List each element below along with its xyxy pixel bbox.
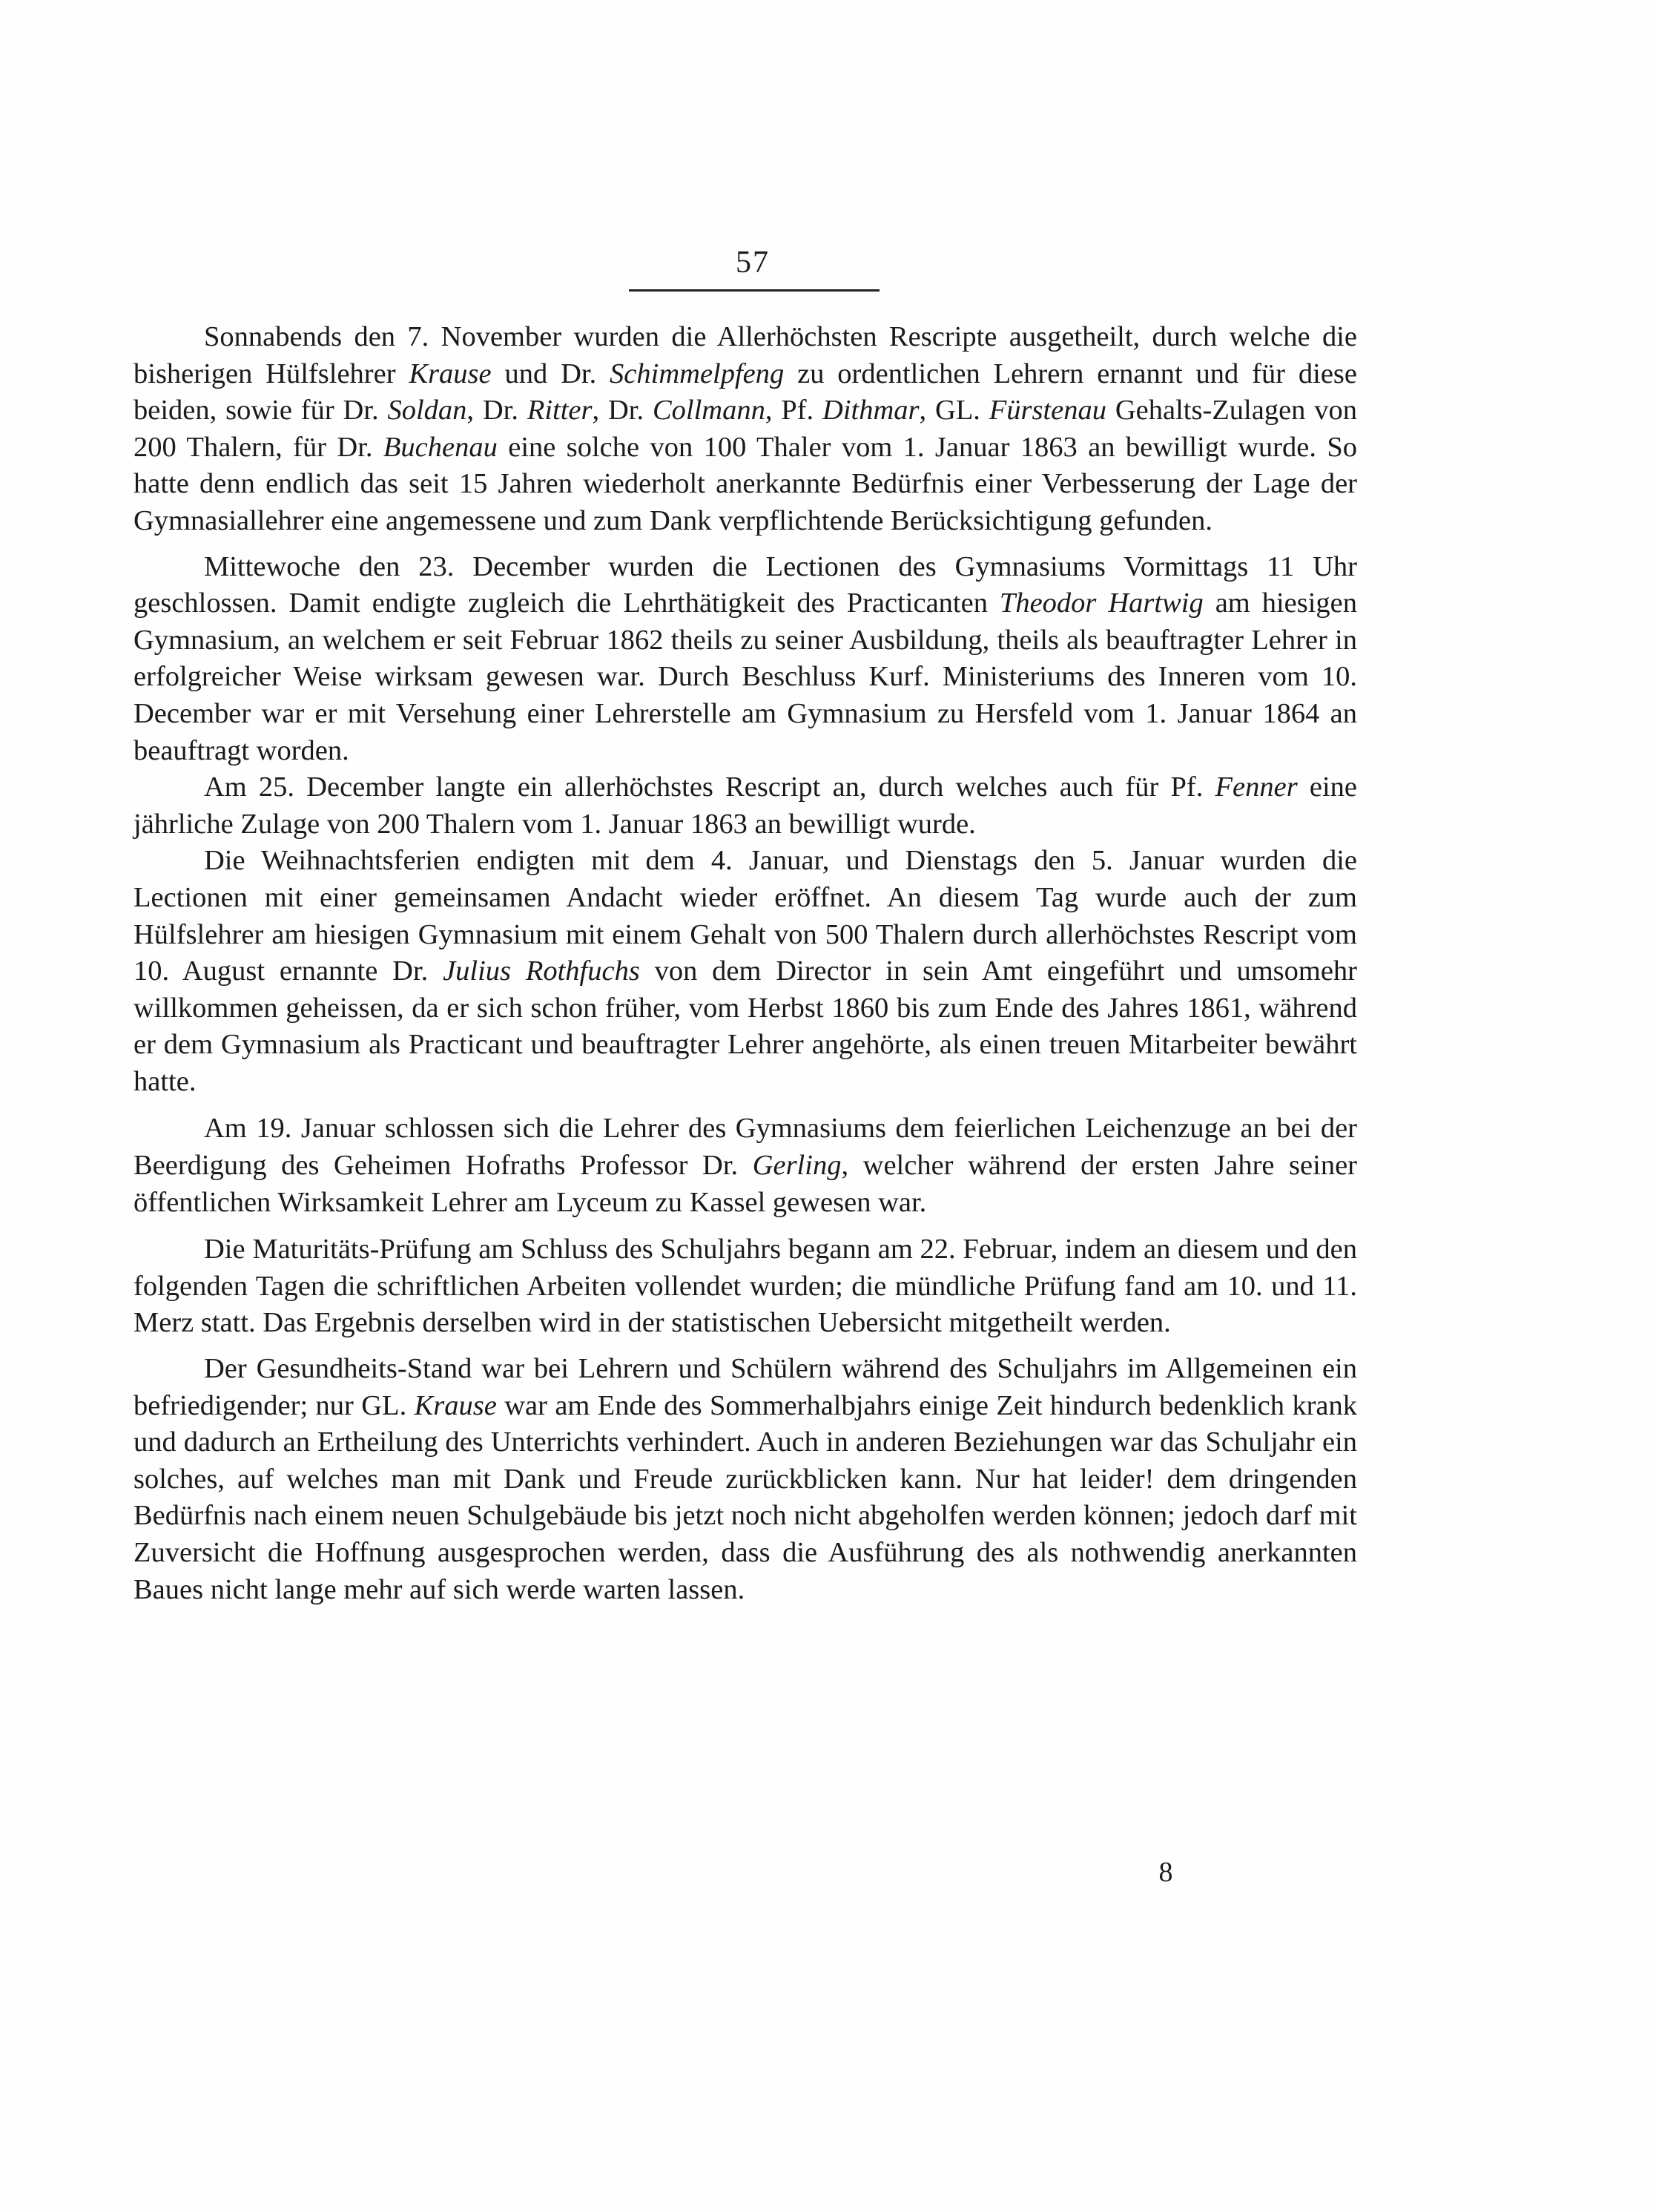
text-run: , GL.	[919, 395, 989, 427]
paragraph	[133, 1231, 1357, 1342]
text-run: Sonnabends den 7. November wurden die Allerhöchsten Rescripte ausgetheilt, durch welche die bisherigen Hülfslehrer	[133, 321, 1357, 389]
text-run: zu ordentlichen Lehrern ernannt und für diese beiden, sowie für Dr.	[133, 358, 1357, 427]
italic-name: Buchenau	[383, 431, 498, 463]
italic-name: Krause	[414, 1389, 497, 1421]
italic-name: Schimmelpfeng	[610, 358, 785, 389]
text-run: am hiesigen Gymnasium, an welchem er seit Februar 1862 theils zu seiner Ausbildung, theils als beauftragter Lehrer in erfolgreicher Weise wirksam gewesen war. Durch Beschluss Kurf. Ministeriums des Inneren vom 10. December war er mit Versehung einer Lehrerstelle am Gymnasium zu Hersfeld vom 1. Januar 1864 an beauftragt worden.	[133, 587, 1358, 766]
italic-name: Theodor Hartwig	[999, 587, 1204, 619]
italic-name: Dithmar	[822, 395, 920, 427]
paragraph	[133, 1351, 1357, 1608]
text-run: war am Ende des Sommerhalbjahrs einige Zeit hindurch bedenklich krank und dadurch an Ertheilung des Unterrichts verhindert. Auch in anderen Beziehungen war das Schuljahr ein solches, auf welches man mit Dank und Freude zurückblicken kann. Nur hat leider! dem dringenden Bedürfnis nach einem neuen Schulgebäude bis jetzt noch nicht abgeholfen werden können; jedoch darf mit Zuversicht die Hoffnung ausgesprochen werden, dass die Ausführung des als nothwendig anerkannten Baues nicht lange mehr auf sich werde warten lassen.	[133, 1389, 1358, 1605]
text-run: eine solche von 100 Thaler vom 1. Januar 1863 an bewilligt wurde. So hatte denn endlich das seit 15 Jahren wiederholt anerkannte Bedürfnis einer Verbesserung der Lage der Gymnasiallehrer eine angemessene und zum Dank verpflichtende Berücksichtigung gefunden.	[133, 431, 1357, 536]
paragraph	[133, 549, 1357, 770]
signature-mark: 8	[1158, 1857, 1173, 1888]
italic-name: Julius Rothfuchs	[443, 955, 640, 987]
paragraph	[133, 769, 1357, 843]
text-run: , Dr.	[592, 395, 653, 427]
text-run: Am 19. Januar schlossen sich die Lehrer des Gymnasiums dem feierlichen Leichenzuge an bei der Beerdigung des Geheimen Hofraths Professor Dr.	[133, 1113, 1357, 1182]
italic-name: Collmann	[652, 395, 765, 427]
page-number: 57	[736, 246, 770, 280]
italic-name: Ritter	[527, 395, 593, 427]
text-run: Die Maturitäts-Prüfung am Schluss des Schuljahrs begann am 22. Februar, indem an diesem und den folgenden Tagen die schriftlichen Arbeiten vollendet wurden; die mündliche Prüfung fand am 10. und 11. Merz statt. Das Ergebnis derselben wird in der statistischen Uebersicht mitgetheilt werden.	[133, 1234, 1357, 1339]
text-run: Die Weihnachtsferien endigten mit dem 4. Januar, und Dienstags den 5. Januar wurden die Lectionen mit einer gemeinsamen Andacht wieder eröffnet. An diesem Tag wurde auch der zum Hülfslehrer am hiesigen Gymnasium mit einem Gehalt von 500 Thalern durch allerhöchstes Rescript vom 10. August ernannte Dr.	[133, 845, 1357, 987]
text-run: , Pf.	[765, 395, 823, 427]
paragraph	[133, 843, 1357, 1100]
text-run: Am 25. December langte ein allerhöchstes Rescript an, durch welches auch für Pf.	[204, 771, 1215, 803]
text-run: Der Gesundheits-Stand war bei Lehrern und Schülern während des Schuljahrs im Allgemeinen ein befriedigender; nur GL.	[133, 1353, 1357, 1421]
body-text	[133, 319, 1357, 1608]
text-run: von dem Director in sein Amt eingeführt und umsomehr willkommen geheissen, da er sich schon früher, vom Herbst 1860 bis zum Ende des Jahres 1861, während er dem Gymnasium als Practicant und beauftragter Lehrer angehörte, als einen treuen Mitarbeiter bewährt hatte.	[133, 955, 1358, 1097]
text-run: , Dr.	[466, 395, 527, 427]
header-rule	[629, 289, 880, 292]
italic-name: Soldan	[387, 395, 467, 427]
italic-name: Fürstenau	[989, 395, 1107, 427]
italic-name: Krause	[409, 358, 492, 389]
text-run: , welcher während der ersten Jahre seiner öffentlichen Wirksamkeit Lehrer am Lyceum zu Kassel gewesen war.	[133, 1150, 1357, 1218]
text-run: eine jährliche Zulage von 200 Thalern vom 1. Januar 1863 an bewilligt wurde.	[133, 771, 1357, 840]
italic-name: Fenner	[1215, 771, 1298, 803]
paragraph	[133, 1110, 1357, 1221]
text-run: Mittewoche den 23. December wurden die Lectionen des Gymnasiums Vormittags 11 Uhr geschlossen. Damit endigte zugleich die Lehrthätigkeit des Practicanten	[133, 550, 1357, 619]
italic-name: Gerling	[752, 1150, 842, 1182]
text-run: und Dr.	[491, 358, 610, 389]
text-run: Gehalts-Zulagen von 200 Thalern, für Dr.	[133, 395, 1358, 463]
paragraph	[133, 319, 1357, 540]
